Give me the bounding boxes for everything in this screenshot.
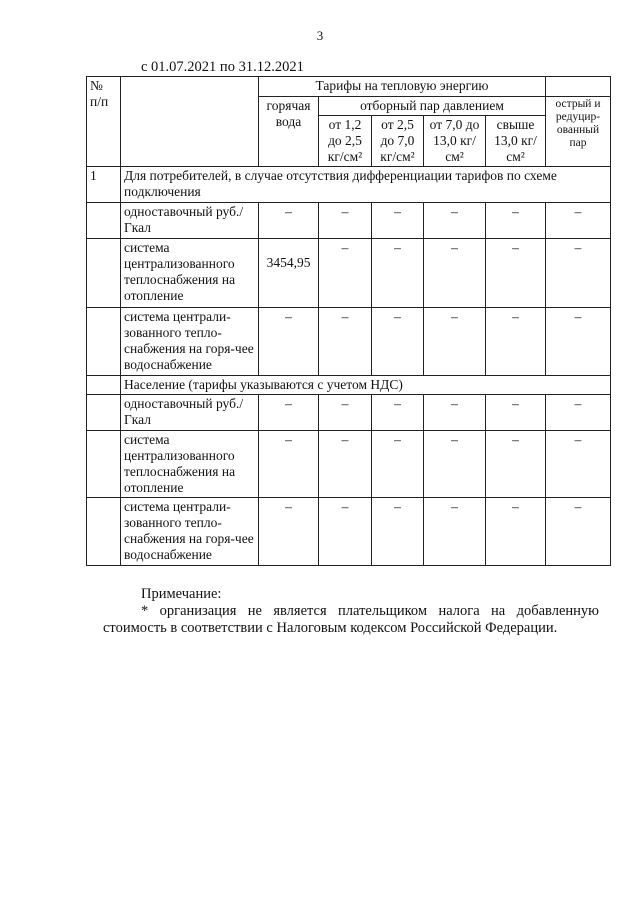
header-number: № п/п (87, 77, 121, 167)
cell-pressure-3: – (424, 203, 486, 239)
header-pressure-2: от 2,5 до 7,0 кг/см² (372, 116, 424, 167)
row-label: одноставочный руб./Гкал (121, 395, 259, 431)
cell-pressure-1: – (319, 308, 372, 376)
table-row (87, 395, 611, 431)
section-number: 1 (87, 167, 121, 203)
header-blank (546, 77, 611, 97)
table-row (87, 308, 611, 376)
header-steam: отборный пар давлением (319, 97, 546, 116)
note-title: Примечание: (141, 586, 222, 602)
row-label: система централизованного теплоснабжения на отопление (121, 431, 259, 498)
cell-pressure-1: – (319, 239, 372, 308)
header-tariffs: Тарифы на тепловую энергию (259, 77, 546, 97)
table-row (87, 498, 611, 566)
page-number: 3 (316, 28, 324, 43)
cell-hot-water: – (259, 308, 319, 376)
cell-pressure-1: – (319, 395, 372, 431)
row-number (87, 239, 121, 308)
cell-hot-water: – (259, 498, 319, 566)
header-sharp-steam: острый и редуцир-ованный пар (546, 97, 611, 167)
cell-pressure-4: – (486, 308, 546, 376)
cell-pressure-3: – (424, 395, 486, 431)
cell-hot-water: – (259, 395, 319, 431)
cell-pressure-3: – (424, 498, 486, 566)
table-row (87, 431, 611, 498)
cell-pressure-4: – (486, 498, 546, 566)
header-pressure-4: свыше 13,0 кг/см² (486, 116, 546, 167)
cell-pressure-2: – (372, 308, 424, 376)
cell-pressure-4: – (486, 239, 546, 308)
cell-pressure-4: – (486, 395, 546, 431)
cell-sharp-steam: – (546, 431, 611, 498)
cell-sharp-steam: – (546, 498, 611, 566)
row-label: система централи-зованного тепло-снабжения на горя-чее водоснабжение (121, 498, 259, 566)
row-label: система централизованного теплоснабжения на отопление (121, 239, 259, 308)
row-number (87, 308, 121, 376)
cell-sharp-steam: – (546, 395, 611, 431)
header-pressure-3: от 7,0 до 13,0 кг/см² (424, 116, 486, 167)
row-number (87, 395, 121, 431)
cell-sharp-steam: – (546, 203, 611, 239)
section-title: Для потребителей, в случае отсутствия дифференциации тарифов по схеме подключения (121, 167, 611, 203)
cell-pressure-2: – (372, 395, 424, 431)
cell-pressure-3: – (424, 431, 486, 498)
cell-pressure-4: – (486, 203, 546, 239)
cell-pressure-2: – (372, 239, 424, 308)
cell-pressure-3: – (424, 308, 486, 376)
cell-pressure-1: – (319, 203, 372, 239)
section-number (87, 376, 121, 395)
cell-hot-water: 3454,95 (259, 239, 319, 308)
row-label: одноставочный руб./Гкал (121, 203, 259, 239)
header-pressure-1: от 1,2 до 2,5 кг/см² (319, 116, 372, 167)
row-number (87, 203, 121, 239)
row-label: система централи-зованного тепло-снабжения на горя-чее водоснабжение (121, 308, 259, 376)
tariff-table (86, 76, 611, 566)
cell-pressure-2: – (372, 498, 424, 566)
table-row (87, 239, 611, 308)
cell-pressure-1: – (319, 431, 372, 498)
tariff-period: с 01.07.2021 по 31.12.2021 (141, 59, 304, 75)
cell-pressure-1: – (319, 498, 372, 566)
cell-sharp-steam: – (546, 239, 611, 308)
cell-pressure-4: – (486, 431, 546, 498)
cell-pressure-2: – (372, 203, 424, 239)
row-number (87, 498, 121, 566)
cell-sharp-steam: – (546, 308, 611, 376)
cell-hot-water: – (259, 203, 319, 239)
header-category (121, 77, 259, 167)
table-row (87, 203, 611, 239)
cell-hot-water: – (259, 431, 319, 498)
row-number (87, 431, 121, 498)
section-title: Население (тарифы указываются с учетом НДС) (121, 376, 611, 395)
cell-pressure-3: – (424, 239, 486, 308)
note-text: * организация не является плательщиком налога на добавленную стоимость в соответствии с Налоговым кодексом Российской Федерации. (103, 603, 599, 636)
cell-pressure-2: – (372, 431, 424, 498)
header-hot-water: горячая вода (259, 97, 319, 167)
